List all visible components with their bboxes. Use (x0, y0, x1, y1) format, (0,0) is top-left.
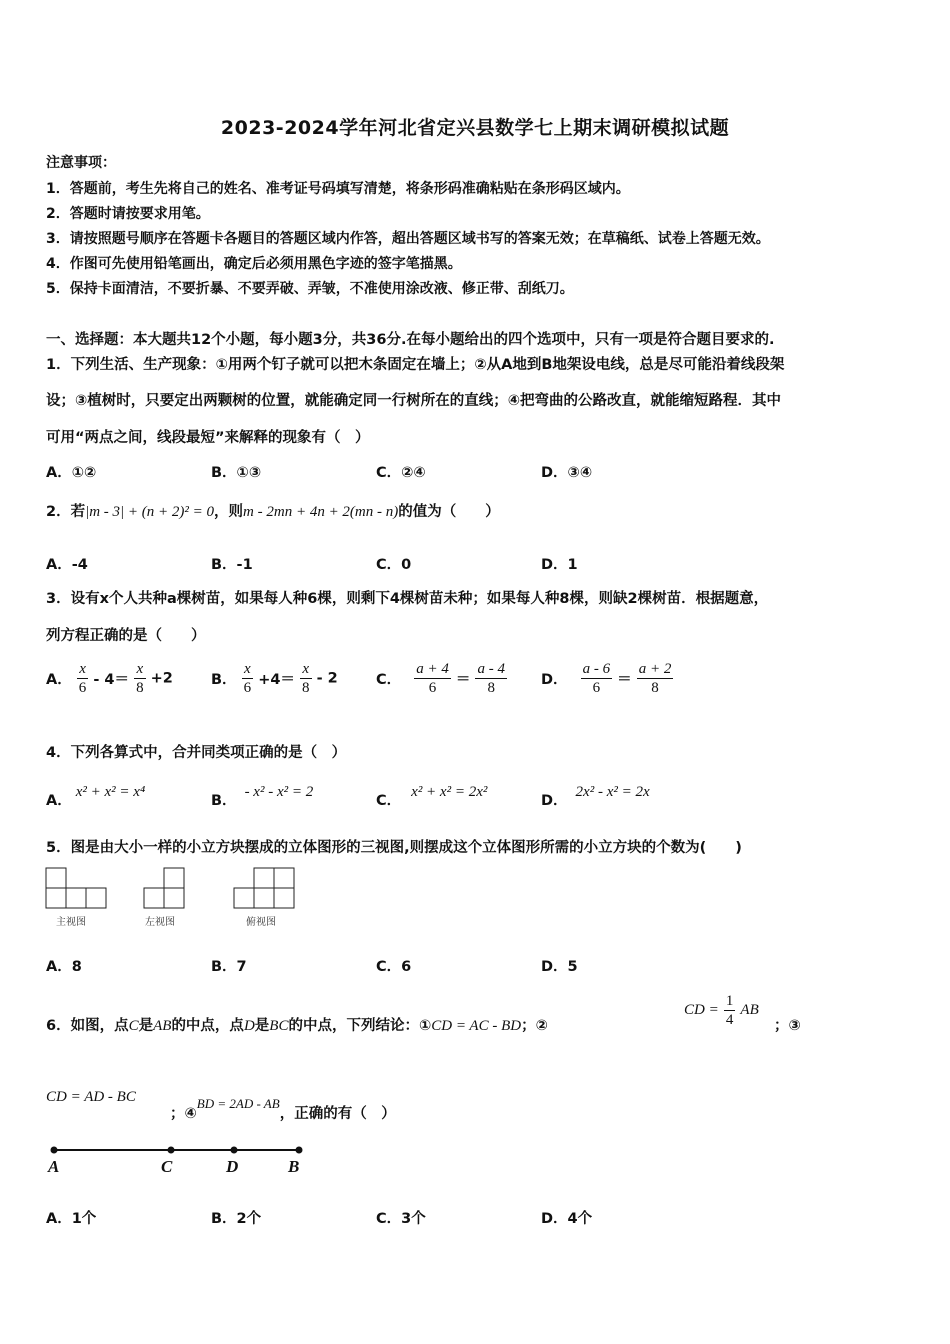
label-a: A (48, 1157, 60, 1176)
section-heading: 一、选择题：本大题共12个小题，每小题3分，共36分.在每小题给出的四个选项中，只有一项是符合题目要求的. (46, 332, 775, 348)
q3-option-b: B． $\frac{x}{6}$ +4＝ $\frac{x}{8}$ - 2 (211, 661, 338, 696)
q2-option-c: C．0 (376, 557, 412, 573)
q5-option-b: B．7 (211, 959, 247, 975)
q1-line: 设；③植树时，只要定出两颗树的位置，就能确定同一行树所在的直线；④把弯曲的公路改直，就能缩短路程．其中 (46, 393, 782, 409)
q6-option-a: A．1个 (46, 1211, 97, 1227)
q5-option-d: D．5 (541, 959, 578, 975)
q1-line: 可用“两点之间，线段最短”来解释的现象有（ ） (46, 430, 370, 446)
point-b (296, 1147, 303, 1154)
q2-option-d: D．1 (541, 557, 578, 573)
q5-option-c: C．6 (376, 959, 412, 975)
left-view-caption: 左视图 (145, 917, 175, 928)
q6-stem: 6．如图，点C是AB的中点，点D是BC的中点，下列结论：①CD = AC - BD；② (46, 1018, 548, 1034)
notice-item: 3．请按照题号顺序在答题卡各题目的答题区域内作答，超出答题区域书写的答案无效；在草稿纸、试卷上答题无效。 (46, 231, 770, 247)
q2-option-a: A．-4 (46, 557, 88, 573)
q2-condition: |m - 3| + (n + 2)² = 0 (85, 504, 215, 520)
q6-option-b: B．2个 (211, 1211, 262, 1227)
q2-suffix: 的值为（ ） (398, 504, 500, 520)
q6-stem-cont2: ；④BD = 2AD - AB，正确的有（ ） (170, 1096, 396, 1122)
front-view-caption: 主视图 (56, 917, 86, 928)
q2-mid: ，则 (214, 504, 244, 520)
q1-option-a: A．①② (46, 465, 97, 481)
q3-line: 列方程正确的是（ ） (46, 628, 206, 644)
point-a (51, 1147, 58, 1154)
q4-option-c: C．x² + x² = 2x² (376, 784, 488, 809)
q2-option-b: B．-1 (211, 557, 253, 573)
q4-option-b: B．- x² - x² = 2 (211, 784, 314, 809)
q5-option-a: A．8 (46, 959, 82, 975)
notice-item: 1．答题前，考生先将自己的姓名、准考证号码填写清楚，将条形码准确粘贴在条形码区域内。 (46, 181, 630, 197)
q3-option-c: C． $\frac{a + 4}{6}$ ＝ $\frac{a - 4}{8}$ (376, 661, 505, 696)
q3-option-a: A． $\frac{x}{6}$ - 4＝ $\frac{x}{8}$ +2 (46, 661, 173, 696)
notice-heading: 注意事项： (46, 155, 116, 171)
notice-item: 2．答题时请按要求用笔。 (46, 206, 210, 222)
q2-stem (46, 500, 500, 521)
page-title: 2023-2024学年河北省定兴县数学七上期末调研模拟试题 (220, 117, 730, 139)
q3-line: 3．设有x个人共种a棵树苗，如果每人种6棵，则剩下4棵树苗未种；如果每人种8棵，则缺2棵树苗．根据题意， (46, 591, 769, 607)
point-d (231, 1147, 238, 1154)
segment-figure (44, 1140, 310, 1178)
label-b: B (288, 1157, 300, 1176)
q4-stem: 4．下列各算式中，合并同类项正确的是（ ） (46, 745, 347, 761)
q1-option-d: D．③④ (541, 465, 593, 481)
notice-item: 5．保持卡面清洁，不要折暴、不要弄破、弄皱，不准使用涂改液、修正带、刮纸刀。 (46, 281, 574, 297)
top-view-caption: 俯视图 (246, 917, 276, 928)
q1-line: 1．下列生活、生产现象：①用两个钉子就可以把木条固定在墙上；②从A地到B地架设电线，总是尽可能沿着线段架 (46, 357, 785, 373)
q2-expression: m - 2mn + 4n + 2(mn - n) (243, 504, 399, 520)
q4-option-a: A．x² + x² = x⁴ (46, 784, 146, 809)
label-d: D (226, 1157, 239, 1176)
q6-conclusion-2: CD = $\frac{1}{4}$ AB (684, 993, 759, 1028)
q3-option-d: D． $\frac{a - 6}{6}$ ＝ $\frac{a + 2}{8}$ (541, 661, 672, 696)
q5-stem: 5．图是由大小一样的小立方块摆成的立体图形的三视图,则摆成这个立体图形所需的小立方块的个数为( ) (46, 840, 742, 856)
q1-option-b: B．①③ (211, 465, 262, 481)
q6-option-d: D．4个 (541, 1211, 593, 1227)
point-c (168, 1147, 175, 1154)
q6-option-c: C．3个 (376, 1211, 426, 1227)
q1-option-c: C．②④ (376, 465, 426, 481)
q4-option-d: D．2x² - x² = 2x (541, 784, 650, 809)
q2-prefix: 2．若 (46, 504, 86, 520)
three-views-figure (44, 866, 306, 910)
q6-stem-cont: CD = AD - BC (46, 1089, 136, 1105)
q6-sep3: ；③ (774, 1018, 801, 1034)
label-c: C (161, 1157, 173, 1176)
notice-item: 4．作图可先使用铅笔画出，确定后必须用黑色字迹的签字笔描黑。 (46, 256, 462, 272)
